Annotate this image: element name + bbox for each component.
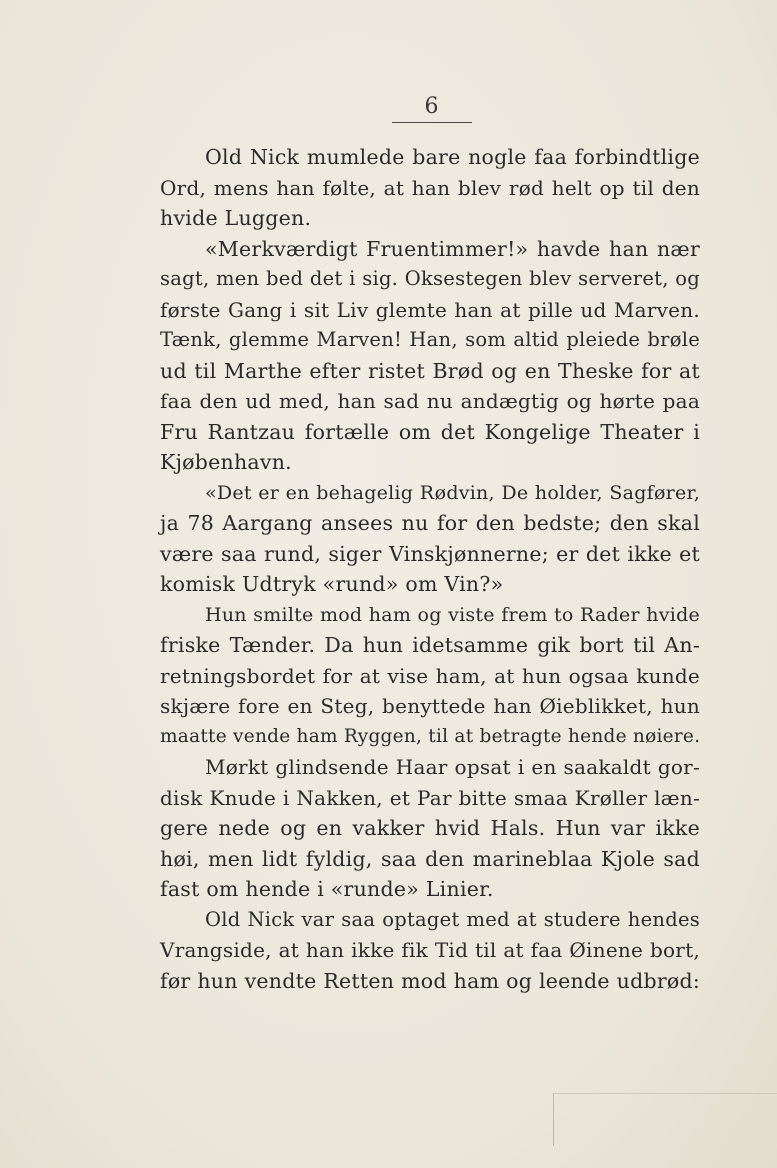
- text-line: sagt, men bed det i sig. Oksestegen blev serveret, og: [160, 267, 700, 290]
- text-line: Ord, mens han følte, at han blev rød helt op til den: [160, 175, 700, 200]
- text-line: fast om hende i «runde» Linier.: [160, 877, 494, 901]
- text-line: Old Nick var saa optaget med at studere hendes: [205, 907, 700, 931]
- page-number: 6: [424, 94, 440, 119]
- text-line: skjære fore en Steg, benyttede han Øieblikket, hun: [160, 694, 700, 718]
- text-line: ud til Marthe efter ristet Brød og en Theske for at: [160, 358, 700, 383]
- text-line: hvide Luggen.: [160, 206, 312, 230]
- text-line: første Gang i sit Liv glemte han at pille ud Marven.: [160, 297, 700, 322]
- text-line: Tænk, glemme Marven! Han, som altid pleiede brøle: [160, 328, 700, 351]
- page-number-rule: [392, 122, 472, 123]
- scan-corner-mark: [553, 1093, 777, 1146]
- text-line: Old Nick mumlede bare nogle faa forbindtlige: [205, 145, 700, 169]
- text-line: før hun vendte Retten mod ham og leende udbrød:: [160, 968, 700, 993]
- text-line: Hun smilte mod ham og viste frem to Rader hvide: [205, 603, 700, 626]
- text-line: Fru Rantzau fortælle om det Kongelige Theater i: [160, 419, 700, 444]
- text-line: komisk Udtryk «rund» om Vin?»: [160, 572, 504, 596]
- text-line: Mørkt glindsende Haar opsat i en saakaldt gor-: [205, 755, 700, 779]
- text-line: «Det er en behagelig Rødvin, De holder, Sagfører,: [205, 481, 700, 504]
- text-line: Kjøbenhavn.: [160, 450, 292, 474]
- text-line: maatte vende ham Ryggen, til at betragte hende nøiere.: [160, 725, 701, 747]
- text-line: retningsbordet for at vise ham, at hun ogsaa kunde: [160, 663, 700, 688]
- text-line: disk Knude i Nakken, et Par bitte smaa Krøller læn-: [160, 785, 700, 810]
- body-text: [160, 142, 700, 996]
- text-line: Vrangside, at han ikke fik Tid til at faa Øinene bort,: [160, 938, 700, 962]
- text-line: friske Tænder. Da hun idetsamme gik bort til An-: [160, 633, 700, 657]
- text-line: ja 78 Aargang ansees nu for den bedste; den skal: [160, 511, 700, 535]
- text-line: være saa rund, siger Vinskjønnerne; er det ikke et: [160, 541, 700, 566]
- text-line: faa den ud med, han sad nu andægtig og hørte paa: [160, 389, 700, 413]
- text-line: høi, men lidt fyldig, saa den marineblaa Kjole sad: [160, 846, 700, 871]
- text-line: «Merkværdigt Fruentimmer!» havde han nær: [205, 236, 700, 261]
- text-line: gere nede og en vakker hvid Hals. Hun var ikke: [160, 816, 700, 840]
